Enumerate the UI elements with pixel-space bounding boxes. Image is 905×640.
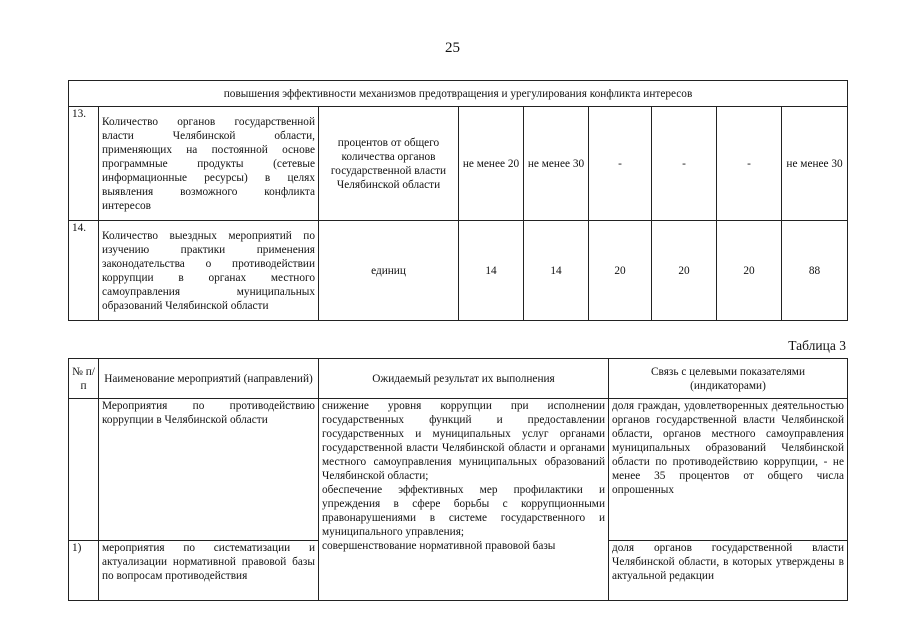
section-header-row: повышения эффективности механизмов предотвращения и урегулирования конфликта интересов [69, 81, 848, 107]
row-number: 1) [69, 541, 99, 601]
indicator-value: не менее 30 [782, 107, 848, 221]
header-num: № п/п [69, 359, 99, 399]
indicator-link: доля органов государственной власти Челябинской области, в которых утверждены в актуальной редакции [609, 541, 848, 601]
indicator-value: 20 [589, 221, 652, 321]
result-item: снижение уровня коррупции при исполнении государственных функций и предоставлении государственных и муниципальных услуг органами государственной власти Челябинской области и органами местного самоуправления муниципальных образований Челябинской области; [322, 400, 605, 482]
indicator-value: не менее 30 [524, 107, 589, 221]
row-number: 13. [69, 107, 99, 221]
table-row [69, 107, 848, 221]
result-item: совершенствование нормативной правовой базы [322, 540, 556, 552]
measure-name: мероприятия по систематизации и актуализации нормативной правовой базы по вопросам противодействия [99, 541, 319, 601]
indicator-value: - [652, 107, 717, 221]
indicator-value: - [589, 107, 652, 221]
row-number: 14. [69, 221, 99, 321]
indicator-link: доля граждан, удовлетворенных деятельностью органов государственной власти Челябинской области, органов местного самоуправления муниципальных образований Челябинской области по противодействию коррупции, - не менее 35 процентов от общего числа опрошенных [609, 399, 848, 541]
expected-result [319, 399, 609, 601]
header-result: Ожидаемый результат их выполнения [319, 359, 609, 399]
indicator-name: Количество органов государственной власти Челябинской области, применяющих на постоянной основе программные продукты (сетевые информационные ресурсы) в целях выявления возможного конфликта интересов [99, 107, 319, 221]
header-name: Наименование мероприятий (направлений) [99, 359, 319, 399]
row-number [69, 399, 99, 541]
indicator-unit: единиц [319, 221, 459, 321]
indicator-name: Количество выездных мероприятий по изучению практики применения законодательства о противодействии коррупции в органах местного самоуправления муниципальных образований Челябинской области [99, 221, 319, 321]
measure-name: Мероприятия по противодействию коррупции в Челябинской области [99, 399, 319, 541]
page-number: 25 [445, 40, 460, 56]
indicators-table [68, 80, 848, 321]
table-row [69, 399, 848, 541]
indicator-value: 14 [524, 221, 589, 321]
result-item: обеспечение эффективных мер профилактики и упреждения в сфере борьбы с коррупционными правонарушениями в системе государственного и муниципального управления; [322, 484, 605, 538]
header-link: Связь с целевыми показателями (индикаторами) [609, 359, 848, 399]
indicator-value: 88 [782, 221, 848, 321]
indicator-unit: процентов от общего количества органов государственной власти Челябинской области [319, 107, 459, 221]
table-row [69, 221, 848, 321]
table-caption: Таблица 3 [788, 338, 846, 353]
indicator-value: 20 [652, 221, 717, 321]
measures-table [68, 358, 848, 601]
indicator-value: не менее 20 [459, 107, 524, 221]
table-header-row [69, 359, 848, 399]
indicator-value: 14 [459, 221, 524, 321]
indicator-value: 20 [717, 221, 782, 321]
indicator-value: - [717, 107, 782, 221]
